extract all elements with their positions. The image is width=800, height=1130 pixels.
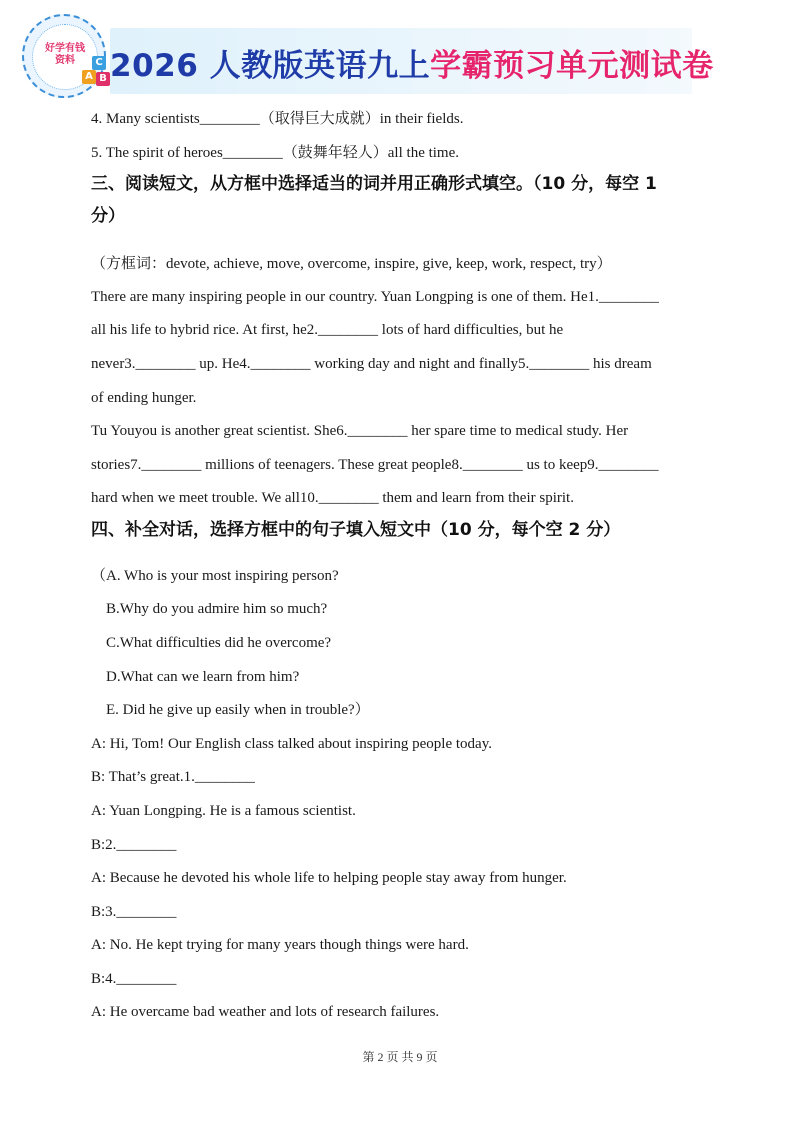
logo-text-line2: 资料 xyxy=(55,55,75,66)
passage-line: of ending hunger. xyxy=(91,390,197,406)
title-banner xyxy=(110,28,714,94)
page-header xyxy=(0,0,800,100)
question-line: 5. The spirit of heroes________（鼓舞年轻人）all the time. xyxy=(91,145,460,161)
logo-text-line1: 好学有钱 xyxy=(45,43,85,54)
title-part1: 2026 人教版 xyxy=(110,48,305,84)
option-line: E. Did he give up easily when in trouble?） xyxy=(106,702,370,718)
logo xyxy=(22,14,106,98)
word-box: （方框词：devote, achieve, move, overcome, inspire, give, keep, work, respect, try） xyxy=(91,256,612,272)
dialogue-line: B: That’s great.1.________ xyxy=(91,769,255,785)
dialogue-line: B:2.________ xyxy=(91,837,177,853)
logo-block-b: B xyxy=(96,72,110,86)
dialogue-line: A: No. He kept trying for many years though things were hard. xyxy=(91,937,469,953)
logo-block-a: A xyxy=(82,70,96,84)
section4-heading: 四、补全对话，选择方框中的句子填入短文中（10 分，每个空 2 分） xyxy=(91,520,621,540)
option-line: （A. Who is your most inspiring person? xyxy=(91,568,339,584)
passage-line: Tu Youyou is another great scientist. She6.________ her spare time to medical study. Her xyxy=(91,423,629,439)
logo-text xyxy=(33,43,97,67)
title-part3: 学霸预习单元测试卷 xyxy=(430,48,714,84)
dialogue-line: A: He overcame bad weather and lots of research failures. xyxy=(91,1004,440,1020)
dialogue-line: A: Yuan Longping. He is a famous scientist. xyxy=(91,803,356,819)
option-line: B.Why do you admire him so much? xyxy=(106,601,328,617)
dialogue-line: B:3.________ xyxy=(91,904,177,920)
dialogue-line: A: Hi, Tom! Our English class talked about inspiring people today. xyxy=(91,736,492,752)
passage-line: stories7.________ millions of teenagers. These great people8.________ us to keep9.________ xyxy=(91,457,659,473)
question-line: 4. Many scientists________（取得巨大成就）in their fields. xyxy=(91,111,464,127)
dialogue-line: B:4.________ xyxy=(91,971,177,987)
page-footer: 第 2 页 共 9 页 xyxy=(362,1050,438,1064)
passage-line: never3.________ up. He4.________ working day and night and finally5.________ his dream xyxy=(91,356,652,372)
section3-heading-cont: 分） xyxy=(91,206,125,226)
passage-line: hard when we meet trouble. We all10.________ them and learn from their spirit. xyxy=(91,490,574,506)
option-line: D.What can we learn from him? xyxy=(106,669,300,685)
dialogue-line: A: Because he devoted his whole life to helping people stay away from hunger. xyxy=(91,870,567,886)
title-part2: 英语九上 xyxy=(304,48,431,84)
passage-line: There are many inspiring people in our country. Yuan Longping is one of them. He1.________ xyxy=(91,289,659,305)
option-line: C.What difficulties did he overcome? xyxy=(106,635,332,651)
passage-line: all his life to hybrid rice. At first, he2.________ lots of hard difficulties, but he xyxy=(91,322,564,338)
logo-block-c: C xyxy=(92,56,106,70)
page-title xyxy=(110,40,714,85)
section3-heading: 三、阅读短文，从方框中选择适当的词并用正确形式填空。（10 分，每空 1 xyxy=(91,174,657,194)
